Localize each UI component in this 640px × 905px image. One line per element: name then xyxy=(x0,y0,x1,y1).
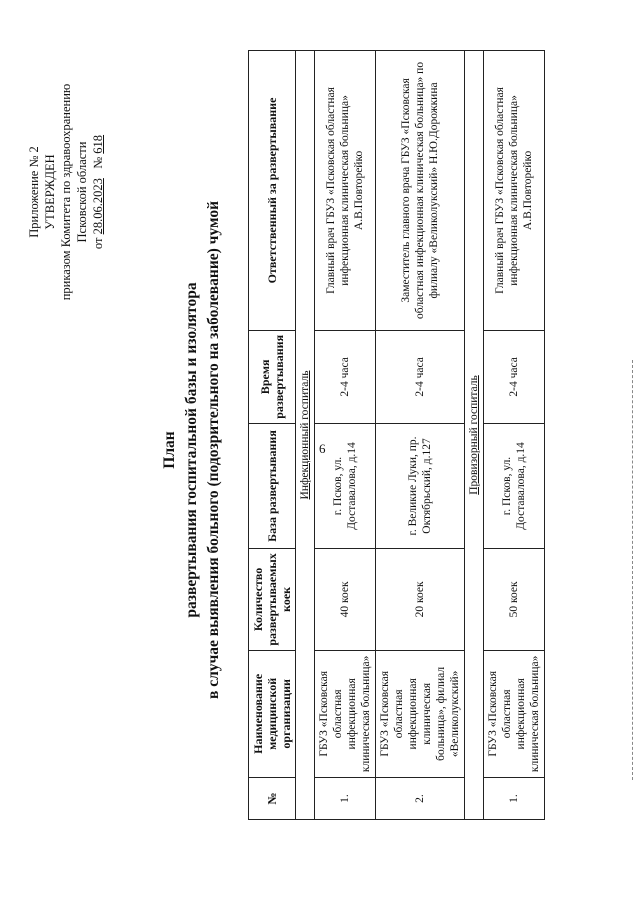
doc-title: План xyxy=(161,431,178,469)
region-label: Псковской области xyxy=(75,141,89,243)
plan-table xyxy=(248,50,545,820)
row-responsible: Заместитель главного врача ГБУЗ «Псковская областная инфекционная клиническая больница» по филиалу «Великолукский» Н.Ю.Дорожкина xyxy=(376,51,465,331)
order-label: приказом Комитета по здравоохранению xyxy=(59,83,73,301)
section-row xyxy=(296,51,315,820)
number-label: № xyxy=(91,156,105,169)
row-beds: 40 коек xyxy=(315,549,376,650)
doc-subtitle-2: в случае выявления больного (подозрительного на заболевание) чумой xyxy=(205,201,222,700)
row-number: 2. xyxy=(376,778,465,820)
order-number: 618 xyxy=(91,134,105,154)
header-organization: Наименование медицинской организации xyxy=(249,650,296,777)
appendix-label: Приложение № 2 xyxy=(27,146,41,238)
section-row xyxy=(465,51,484,820)
row-organization: ГБУЗ «Псковская областная инфекционная клиническая больница», филиал «Великолукский» xyxy=(376,650,465,777)
row-base: г. Псков, ул. Доставалова, д.14 xyxy=(484,423,545,548)
row-responsible: Главный врач ГБУЗ «Псковская областная инфекционная клиническая больница» А.В.Повторейко xyxy=(484,51,545,331)
row-beds: 50 коек xyxy=(484,549,545,650)
order-date-line xyxy=(90,42,106,342)
scan-edge-artifact xyxy=(632,360,634,780)
table-row xyxy=(376,51,465,820)
table-row xyxy=(484,51,545,820)
page-number: 6 xyxy=(319,441,326,456)
order-date: 28.06.2023 xyxy=(91,178,105,235)
section-title: Провизорный госпиталь xyxy=(465,51,484,820)
approved-label: УТВЕРЖДЕН xyxy=(43,154,57,230)
row-organization: ГБУЗ «Псковская областная инфекционная клиническая больница» xyxy=(315,650,376,777)
header-time: Время развертывания xyxy=(249,330,296,423)
table-row xyxy=(315,51,376,820)
row-time: 2-4 часа xyxy=(376,330,465,423)
row-organization: ГБУЗ «Псковская областная инфекционная клиническая больница» xyxy=(484,650,545,777)
row-base: г. Псков, ул. Доставалова, д.14 xyxy=(315,423,376,548)
header-beds: Количество развертываемых коек xyxy=(249,549,296,650)
row-time: 2-4 часа xyxy=(484,330,545,423)
header-responsible: Ответственный за развертывание xyxy=(249,51,296,331)
appendix-block xyxy=(26,42,106,342)
doc-subtitle-1: развертывания госпитальной базы и изолятора xyxy=(183,282,200,618)
from-label: от xyxy=(91,237,105,250)
rotated-sheet xyxy=(20,20,620,880)
row-beds: 20 коек xyxy=(376,549,465,650)
table-header-row xyxy=(249,51,296,820)
row-time: 2-4 часа xyxy=(315,330,376,423)
section-title: Инфекционный госпиталь xyxy=(296,51,315,820)
header-base: База развертывания xyxy=(249,423,296,548)
row-base: г. Великие Луки, пр. Октябрьский, д.127 xyxy=(376,423,465,548)
row-number: 1. xyxy=(484,778,545,820)
row-number: 1. xyxy=(315,778,376,820)
header-number: № xyxy=(249,778,296,820)
row-responsible: Главный врач ГБУЗ «Псковская областная инфекционная клиническая больница» А.В.Повторейко xyxy=(315,51,376,331)
landscape-content xyxy=(20,20,620,880)
